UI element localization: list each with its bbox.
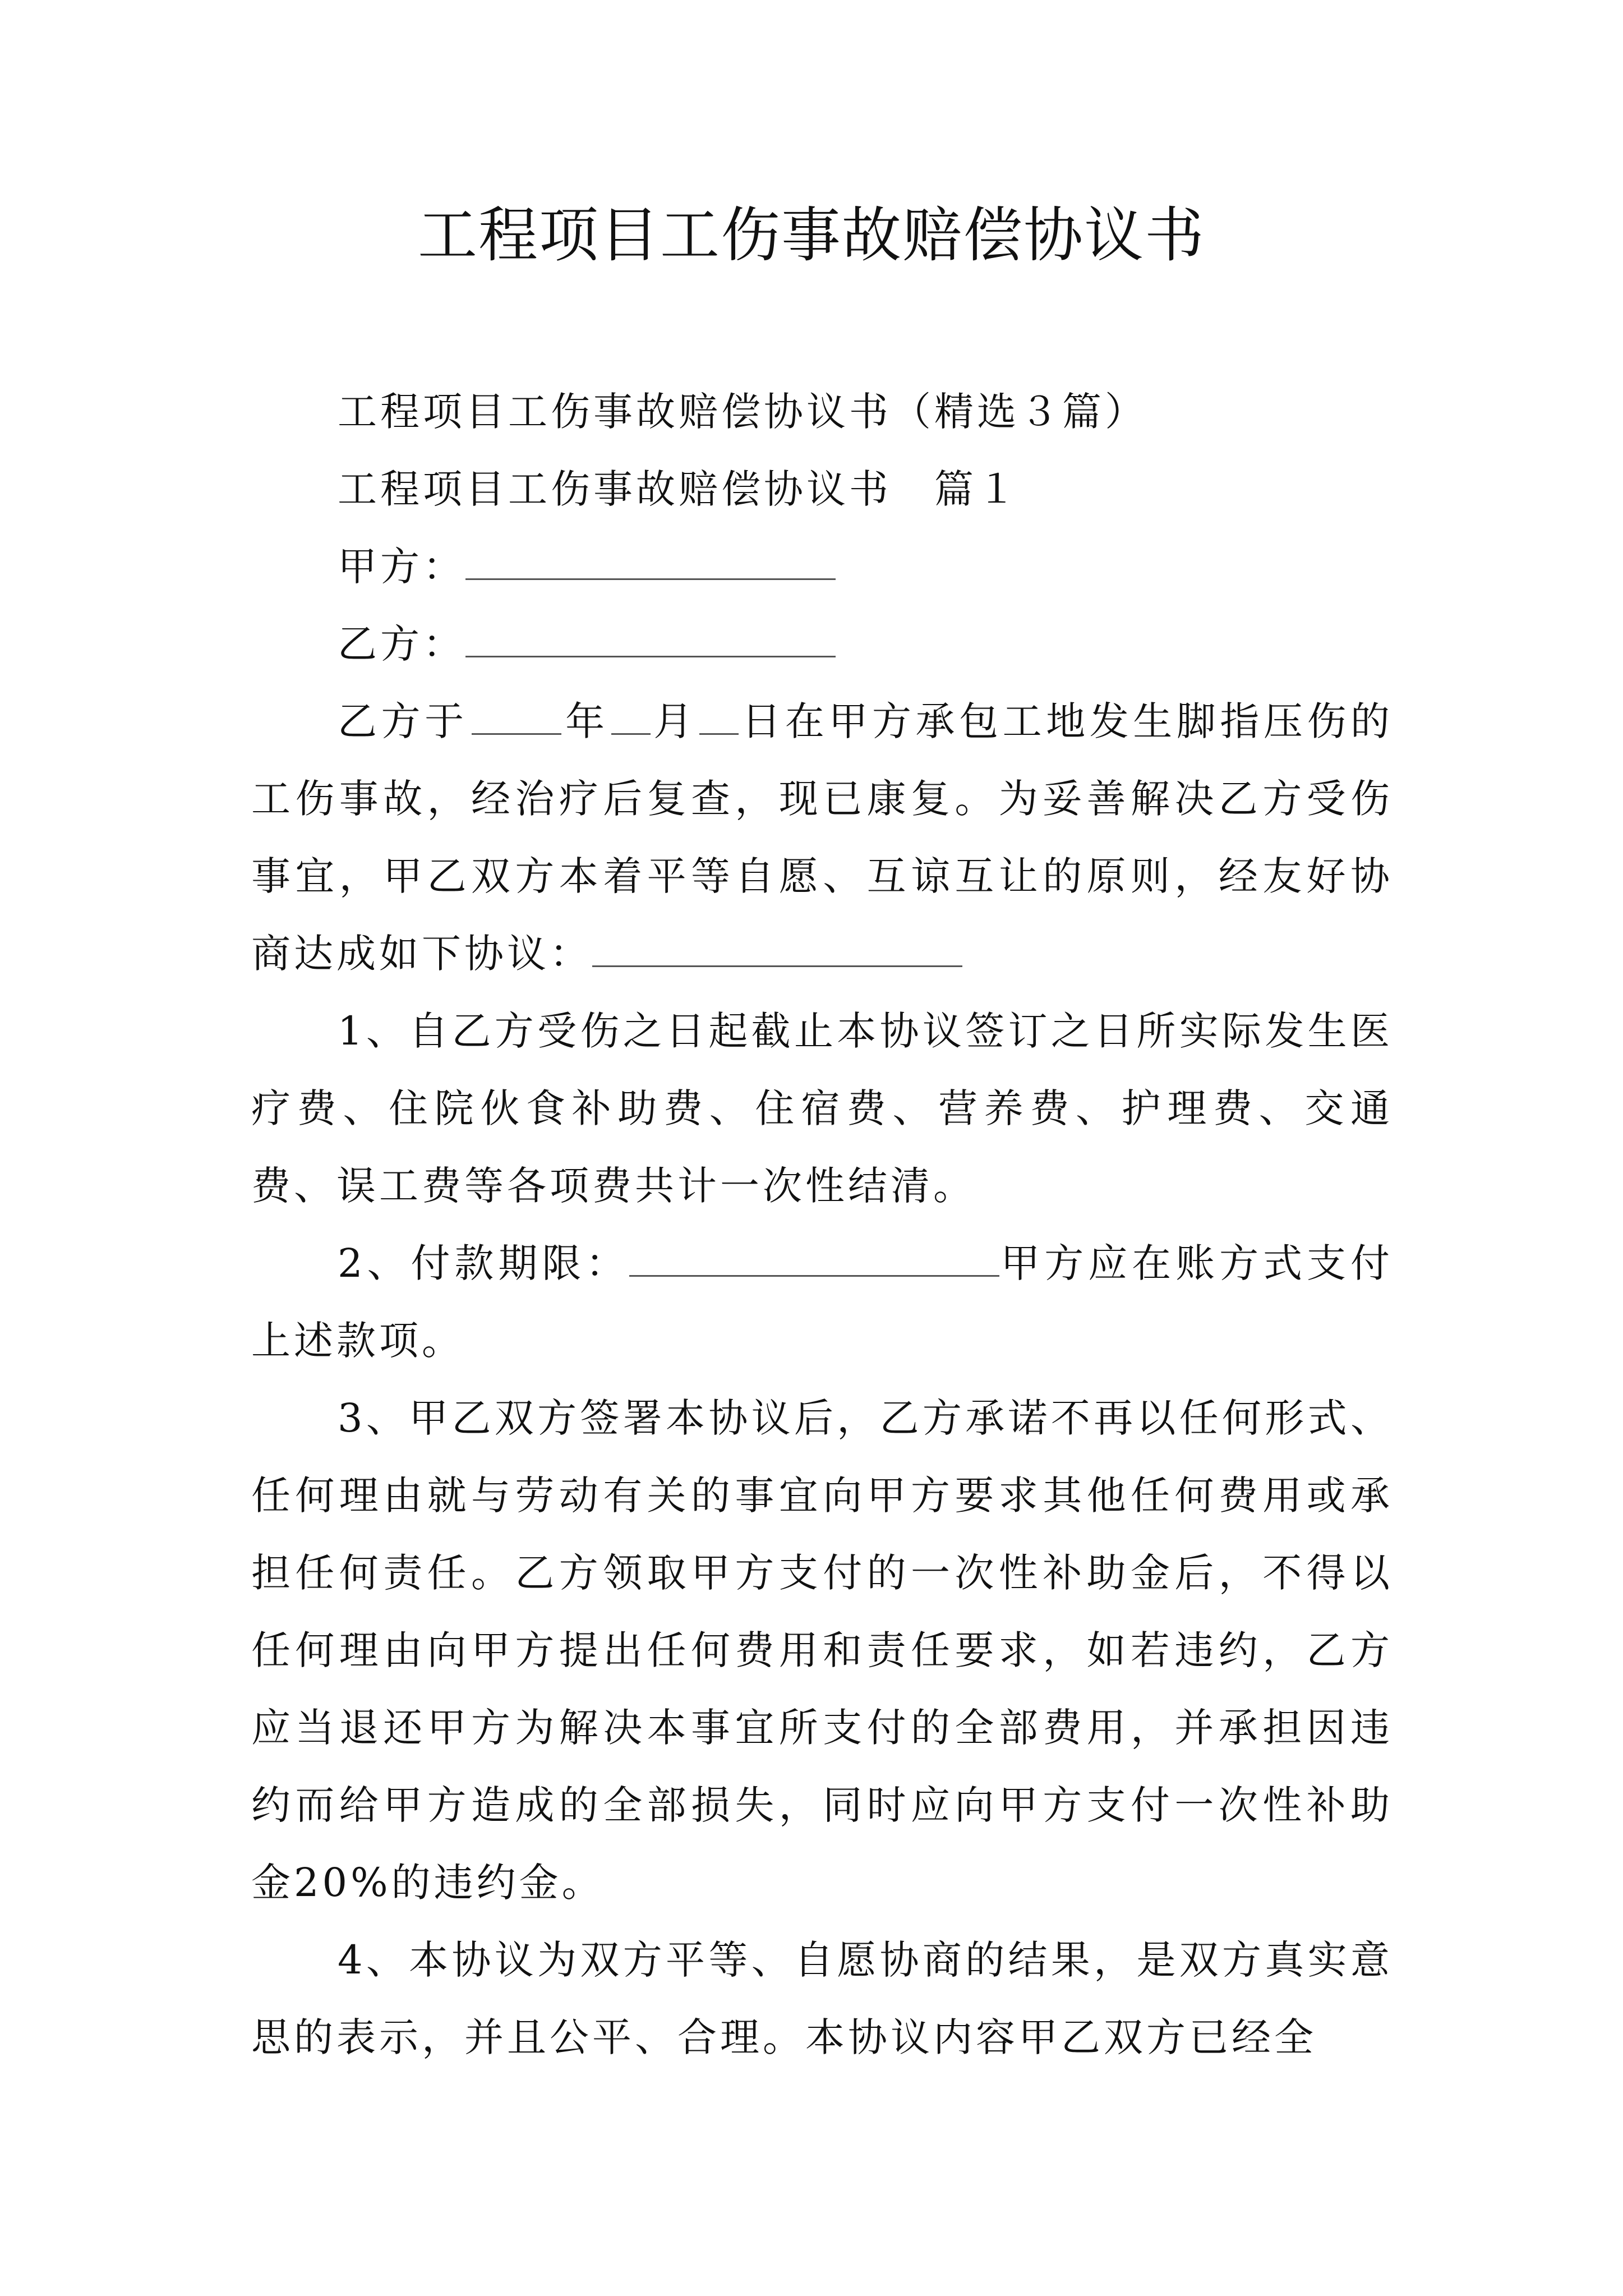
clause-4: 4、本协议为双方平等、自愿协商的结果，是双方真实意思的表示，并且公平、合理。本协议内容甲乙双方已经全: [251, 1937, 1393, 2060]
clause-2-part1: 2、付款期限：: [338, 1240, 630, 1286]
party-b-label: 乙方：: [338, 621, 465, 667]
intro-part1: 乙方于: [338, 698, 468, 744]
party-a-blank: [465, 549, 836, 580]
month-blank: [611, 704, 651, 735]
intro-part3: 月: [652, 698, 697, 744]
party-a-label: 甲方：: [338, 544, 465, 590]
year-blank: [472, 704, 561, 735]
party-b-line: [251, 605, 1393, 683]
party-b-blank: [465, 627, 836, 657]
clause-1: 1、自乙方受伤之日起截止本协议签订之日所实际发生医疗费、住院伙食补助费、住宿费、营养费、护理费、交通费、误工费等各项费共计一次性结清。: [251, 1008, 1393, 1209]
intro-part2: 年: [564, 698, 609, 744]
document-title: 工程项目工伤事故赔偿协议书: [418, 201, 1205, 270]
clause-2-part2: 甲方应在账方式支付上述款项。: [251, 1240, 1393, 1364]
section-heading: 工程项目工伤事故赔偿协议书 篇１: [338, 466, 1020, 512]
intro-part4: 日在甲方承包工地发生脚指压伤的工伤事故，经治疗后复查，现已康复。为妥善解决乙方受伤事宜，甲乙双方本着平等自愿、互谅互让的原则，经友好协商达成如下协议：: [251, 698, 1394, 977]
clause-2: [251, 1225, 1393, 1379]
party-a-line: [251, 528, 1393, 605]
subtitle: 工程项目工伤事故赔偿协议书（精选３篇）: [338, 389, 1147, 435]
clause-3: 3、甲乙双方签署本协议后，乙方承诺不再以任何形式、任何理由就与劳动有关的事宜向甲方要求其他任何费用或承担任何责任。乙方领取甲方支付的一次性补助金后，不得以任何理由向甲方提出任何费用和责任要求，如若违约，乙方应当退还甲方为解决本事宜所支付的全部费用，并承担因违约而给甲方造成的全部损失，同时应向甲方支付一次性补助金20%的违约金。: [251, 1395, 1393, 1906]
intro-paragraph: [251, 683, 1393, 992]
day-blank: [699, 704, 739, 735]
agreement-blank: [592, 936, 962, 967]
payment-term-blank: [629, 1246, 999, 1277]
document-body: [251, 373, 1393, 2076]
